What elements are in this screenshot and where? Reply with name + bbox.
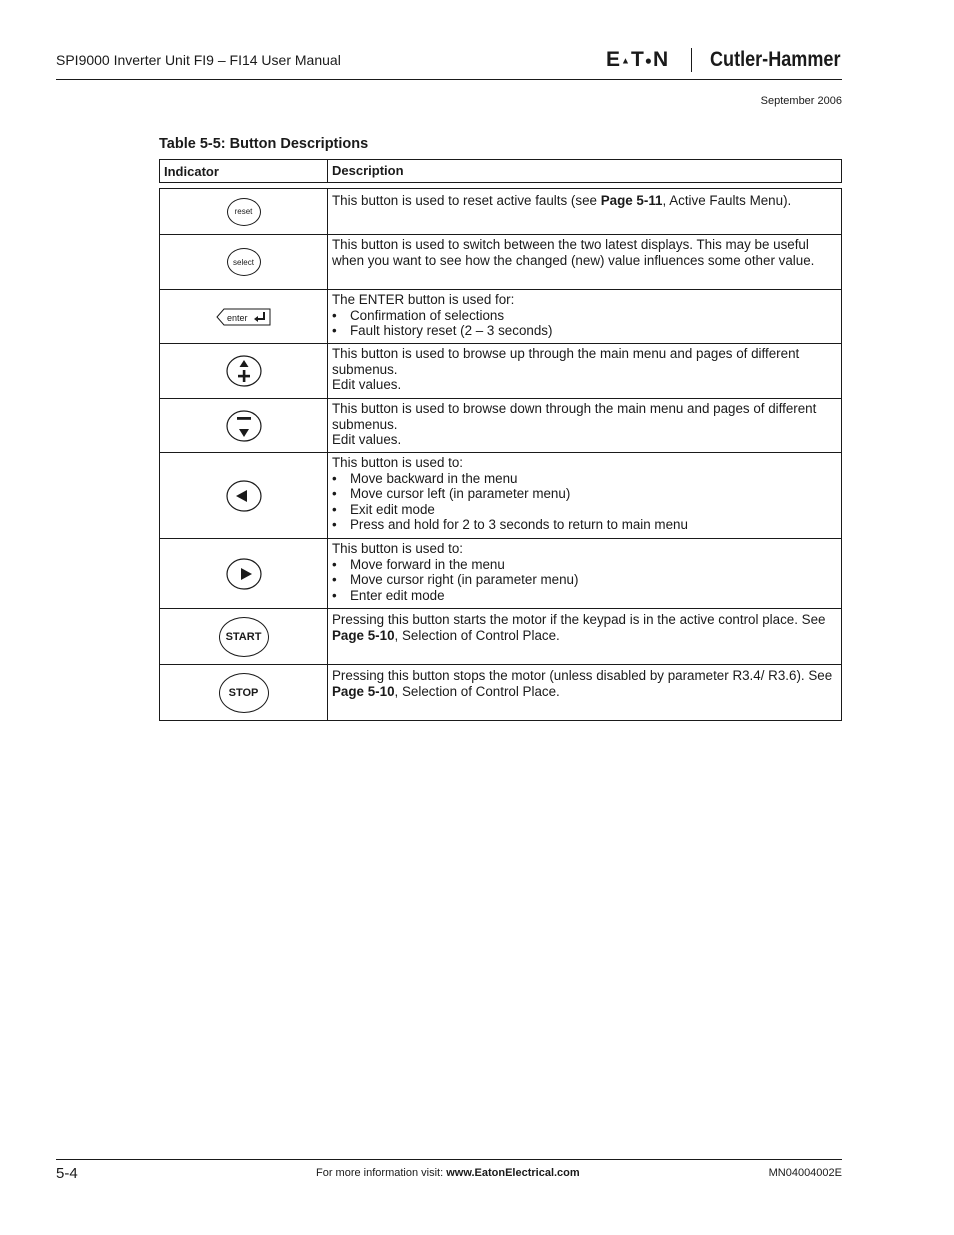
table-row — [159, 399, 842, 453]
footer-link[interactable]: www.EatonElectrical.com — [446, 1167, 580, 1179]
description-cell: This button is used to reset active faults (see Page 5-11, Active Faults Menu). — [332, 193, 792, 208]
up-plus-button-icon — [226, 355, 262, 387]
table-row — [159, 453, 842, 539]
table-row — [159, 665, 842, 721]
list-item: • Exit edit mode — [332, 501, 435, 517]
table-row — [159, 235, 842, 290]
table-row — [159, 290, 842, 344]
list-item: • Move forward in the menu — [332, 556, 505, 572]
table-caption: Table 5-5: Button Descriptions — [159, 136, 369, 152]
start-button-icon: START — [219, 617, 269, 657]
list-item: • Move cursor right (in parameter menu) — [332, 572, 579, 588]
list-item: • Fault history reset (2 – 3 seconds) — [332, 323, 553, 339]
logo-divider — [691, 48, 692, 72]
eaton-logo: E▲T●N — [606, 48, 670, 71]
down-minus-button-icon — [226, 410, 262, 442]
right-arrow-button-icon — [226, 558, 262, 590]
header-rule — [56, 79, 842, 80]
table-row — [159, 188, 842, 235]
description-cell: Pressing this button stops the motor (unless disabled by parameter R3.4/ R3.6). See Page 5-10, Selection of Control Place. — [332, 668, 833, 699]
list-item: • Move cursor left (in parameter menu) — [332, 486, 571, 502]
publication-date: September 2006 — [760, 95, 842, 107]
table-row — [159, 539, 842, 609]
svg-text:enter: enter — [226, 312, 248, 323]
footer-info: For more information visit: www.EatonElectrical.com — [316, 1167, 580, 1179]
page-number: 5-4 — [56, 1165, 78, 1182]
table-header-row — [159, 159, 842, 183]
list-item: • Enter edit mode — [332, 587, 445, 603]
brand-logo — [606, 46, 862, 74]
document-title: SPI9000 Inverter Unit FI9 – FI14 User Manual — [56, 52, 341, 68]
list-item: • Move backward in the menu — [332, 470, 518, 486]
button-descriptions-table — [159, 159, 842, 721]
description-cell: This button is used to switch between the two latest displays. This may be useful when you want to see how the changed (new) value influences some other value. — [332, 237, 815, 268]
left-arrow-button-icon — [226, 480, 262, 512]
header-indicator: Indicator — [160, 160, 328, 182]
table-row — [159, 344, 842, 399]
document-number: MN04004002E — [768, 1167, 842, 1179]
page-reference: Page 5-11 — [600, 193, 663, 208]
enter-button-icon — [216, 307, 272, 327]
description-cell: The ENTER button is used for: • Confirmation of selections • Fault history reset (2 – 3 seconds) — [328, 290, 841, 343]
select-button-icon: select — [227, 248, 261, 276]
stop-button-icon: STOP — [219, 673, 269, 713]
description-cell: This button is used to browse up through the main menu and pages of different submenus. Edit values. — [332, 346, 800, 393]
page-reference: Page 5-10 — [332, 627, 395, 643]
brand-name: Cutler-Hammer — [710, 48, 841, 71]
page-reference: Page 5-10 — [332, 683, 395, 699]
description-cell: This button is used to: • Move backward in the menu • Move cursor left (in parameter menu) • Exit edit mode • Press and hold for 2 to 3 seconds to return to main menu — [328, 453, 841, 538]
table-row — [159, 609, 842, 665]
list-item: • Press and hold for 2 to 3 seconds to return to main menu — [332, 517, 688, 533]
description-cell: This button is used to browse down through the main menu and pages of different submenus. Edit values. — [332, 401, 817, 448]
reset-button-icon: reset — [227, 198, 261, 226]
footer-rule — [56, 1159, 842, 1160]
description-cell: Pressing this button starts the motor if the keypad is in the active control place. See Page 5-10, Selection of Control Place. — [332, 612, 826, 643]
list-item: • Confirmation of selections — [332, 307, 505, 323]
header-description: Description — [332, 163, 404, 178]
description-cell: This button is used to: • Move forward in the menu • Move cursor right (in parameter menu) • Enter edit mode — [328, 539, 841, 608]
